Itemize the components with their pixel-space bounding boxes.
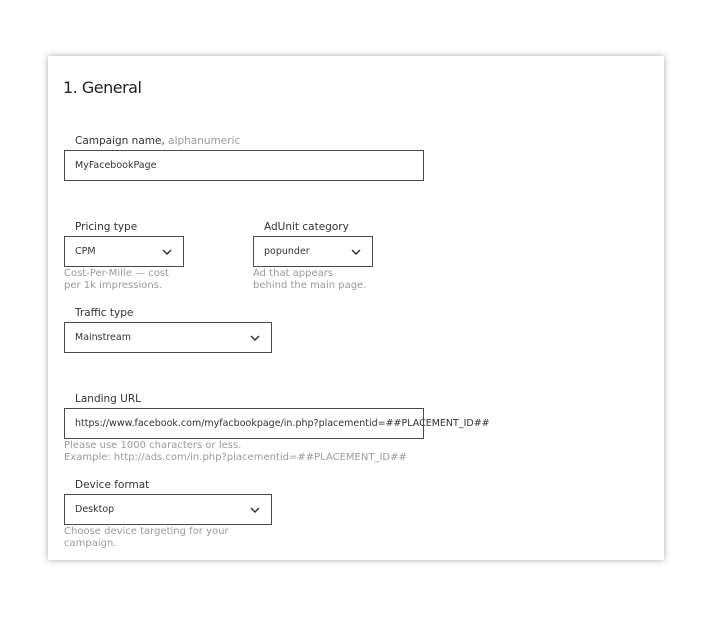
adunit-category-select[interactable] [253, 236, 373, 267]
landing-url-label: Landing URL [75, 393, 142, 405]
traffic-type-value: Mainstream [75, 332, 131, 343]
pricing-type-value: CPM [75, 246, 96, 257]
chevron-down-icon [350, 246, 362, 258]
traffic-type-select[interactable] [64, 322, 272, 353]
pricing-type-help-line-1: Cost-Per-Mille — cost [64, 268, 169, 279]
pricing-type-label: Pricing type [75, 221, 138, 233]
adunit-category-help-line-1: Ad that appears [253, 268, 334, 279]
adunit-category-help [253, 268, 366, 292]
general-settings-card [48, 56, 664, 560]
campaign-name-label [75, 135, 240, 147]
chevron-down-icon [161, 246, 173, 258]
campaign-name-input[interactable] [64, 150, 424, 181]
landing-url-value: https://www.facebook.com/myfacbookpage/in.php?placementid=##PLACEMENT_ID## [75, 418, 490, 429]
pricing-type-select[interactable] [64, 236, 184, 267]
campaign-name-label-text: Campaign name, [75, 135, 165, 147]
campaign-name-value: MyFacebookPage [75, 160, 157, 171]
device-format-help-line-1: Choose device targeting for your [64, 526, 229, 537]
pricing-type-help-line-2: per 1k impressions. [64, 280, 163, 291]
device-format-value: Desktop [75, 504, 115, 515]
section-title: 1. General [63, 78, 142, 97]
adunit-category-label: AdUnit category [264, 221, 349, 233]
chevron-down-icon [249, 332, 261, 344]
device-format-label: Device format [75, 479, 150, 491]
device-format-select[interactable] [64, 494, 272, 525]
landing-url-help-line-1: Please use 1000 characters or less. [64, 440, 242, 451]
campaign-name-hint: alphanumeric [168, 135, 241, 147]
traffic-type-label: Traffic type [75, 307, 134, 319]
pricing-type-help [64, 268, 169, 292]
chevron-down-icon [249, 504, 261, 516]
device-format-help [64, 526, 229, 550]
landing-url-input[interactable] [64, 408, 490, 439]
adunit-category-value: popunder [264, 246, 310, 257]
landing-url-help-line-2: Example: http://ads.com/in.php?placementid=##PLACEMENT_ID## [64, 452, 407, 463]
device-format-help-line-2: campaign. [64, 538, 117, 549]
landing-url-help [64, 440, 407, 464]
adunit-category-help-line-2: behind the main page. [253, 280, 367, 291]
